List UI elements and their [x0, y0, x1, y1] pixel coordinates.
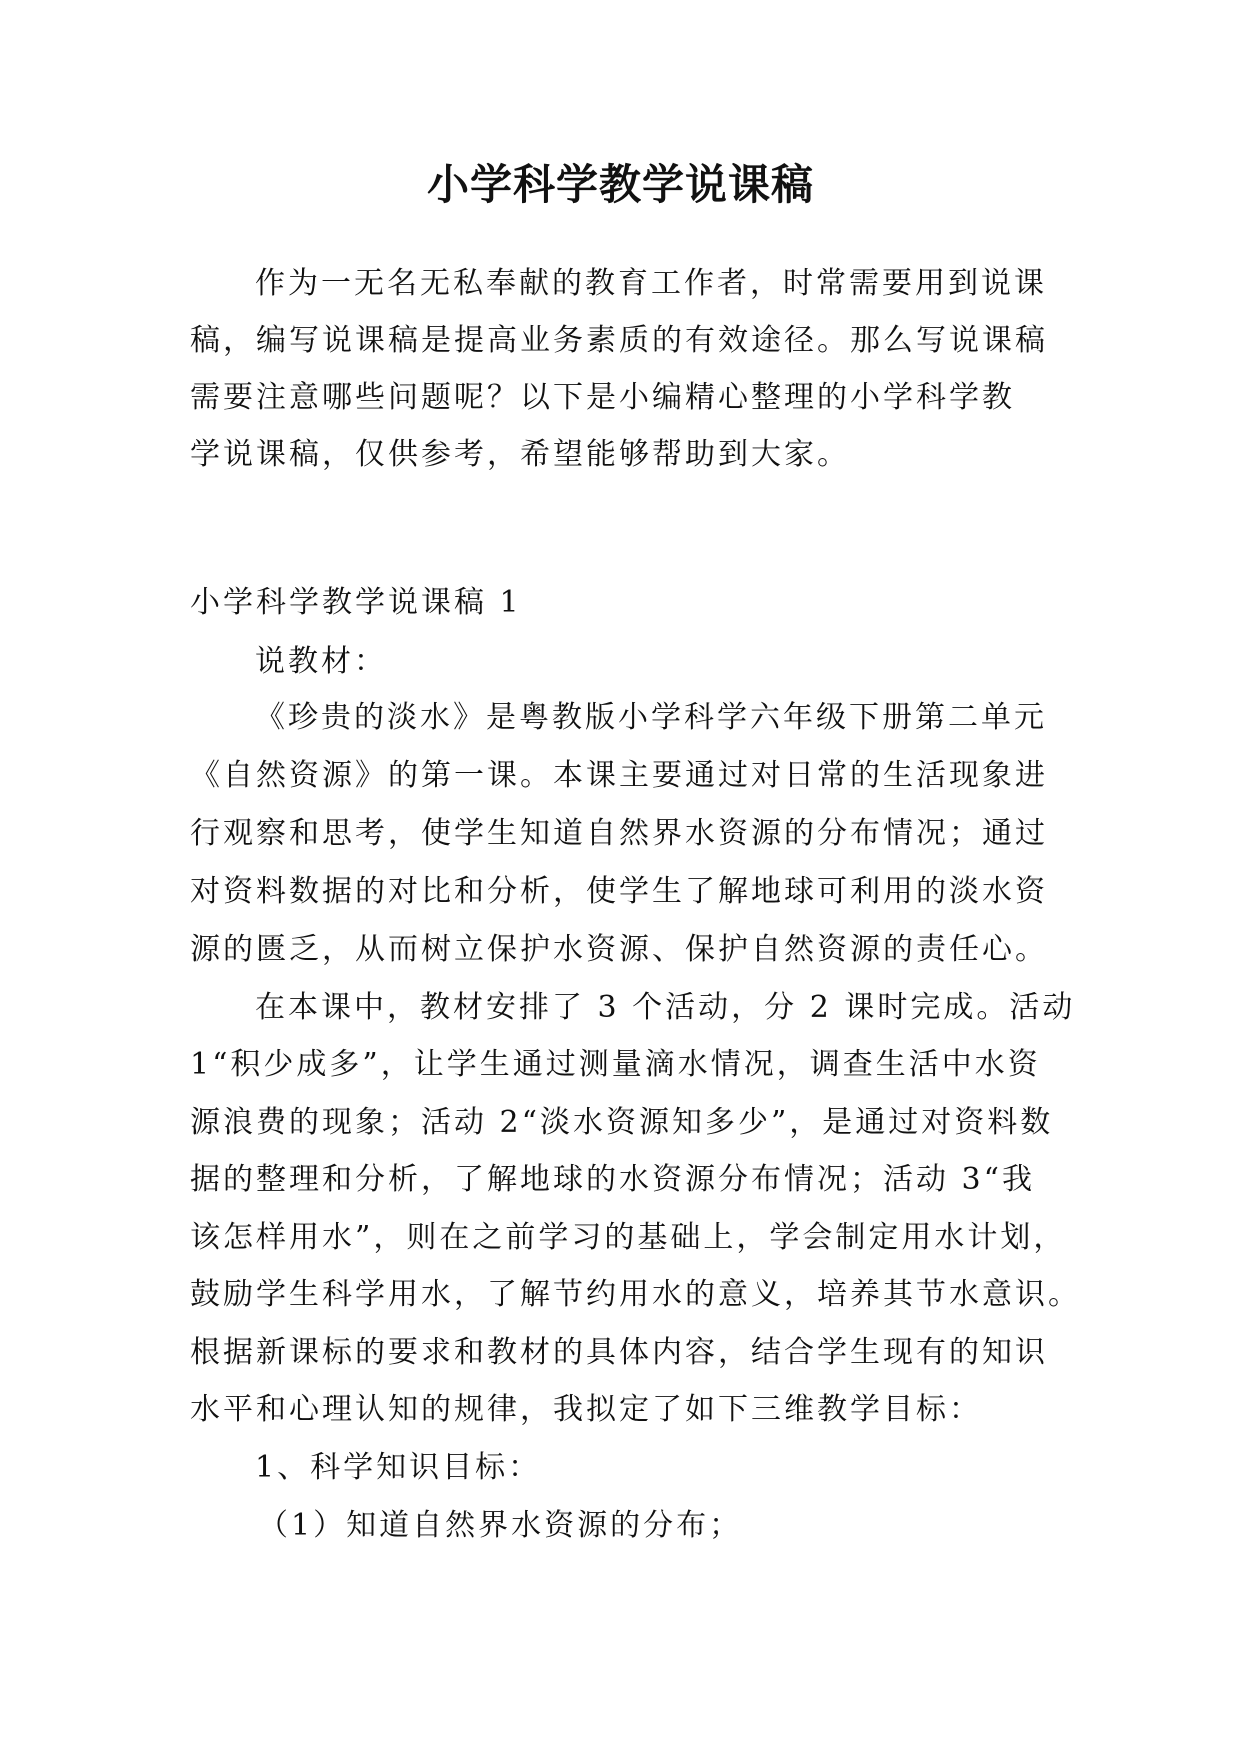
- intro-line: 需要注意哪些问题呢？以下是小编精心整理的小学科学教: [190, 380, 1015, 415]
- paragraph-line: 根据新课标的要求和教材的具体内容，结合学生现有的知识: [190, 1335, 1048, 1370]
- paragraph-line: 在本课中，教材安排了 3 个活动，分 2 课时完成。活动: [255, 990, 1076, 1025]
- paragraph-line: 对资料数据的对比和分析，使学生了解地球可利用的淡水资: [190, 874, 1048, 909]
- intro-line: 稿，编写说课稿是提高业务素质的有效途径。那么写说课稿: [190, 323, 1048, 358]
- intro-line: 学说课稿，仅供参考，希望能够帮助到大家。: [190, 437, 850, 472]
- page-title: 小学科学教学说课稿: [426, 160, 814, 209]
- paragraph-line: 源浪费的现象；活动 2“淡水资源知多少”，是通过对资料数: [190, 1105, 1054, 1140]
- subheading: 说教材：: [255, 644, 387, 679]
- paragraph-line: 该怎样用水”，则在之前学习的基础上，学会制定用水计划，: [190, 1220, 1067, 1255]
- goal-item: （1）知道自然界水资源的分布；: [258, 1508, 743, 1543]
- paragraph-line: 水平和心理认知的规律，我拟定了如下三维教学目标：: [190, 1392, 982, 1427]
- paragraph-line: 据的整理和分析，了解地球的水资源分布情况；活动 3“我: [190, 1162, 1035, 1197]
- intro-line: 作为一无名无私奉献的教育工作者，时常需要用到说课: [255, 266, 1047, 301]
- paragraph-line: 行观察和思考，使学生知道自然界水资源的分布情况；通过: [190, 816, 1048, 851]
- paragraph-line: 《珍贵的淡水》是粤教版小学科学六年级下册第二单元: [255, 700, 1047, 735]
- paragraph-line: 《自然资源》的第一课。本课主要通过对日常的生活现象进: [190, 758, 1048, 793]
- paragraph-line: 鼓励学生科学用水，了解节约用水的意义，培养其节水意识。: [190, 1277, 1081, 1312]
- paragraph-line: 1“积少成多”，让学生通过测量滴水情况，调查生活中水资: [190, 1047, 1041, 1082]
- paragraph-line: 源的匮乏，从而树立保护水资源、保护自然资源的责任心。: [190, 932, 1048, 967]
- section-heading: 小学科学教学说课稿 1: [190, 585, 522, 620]
- goal-heading: 1、科学知识目标：: [255, 1450, 542, 1485]
